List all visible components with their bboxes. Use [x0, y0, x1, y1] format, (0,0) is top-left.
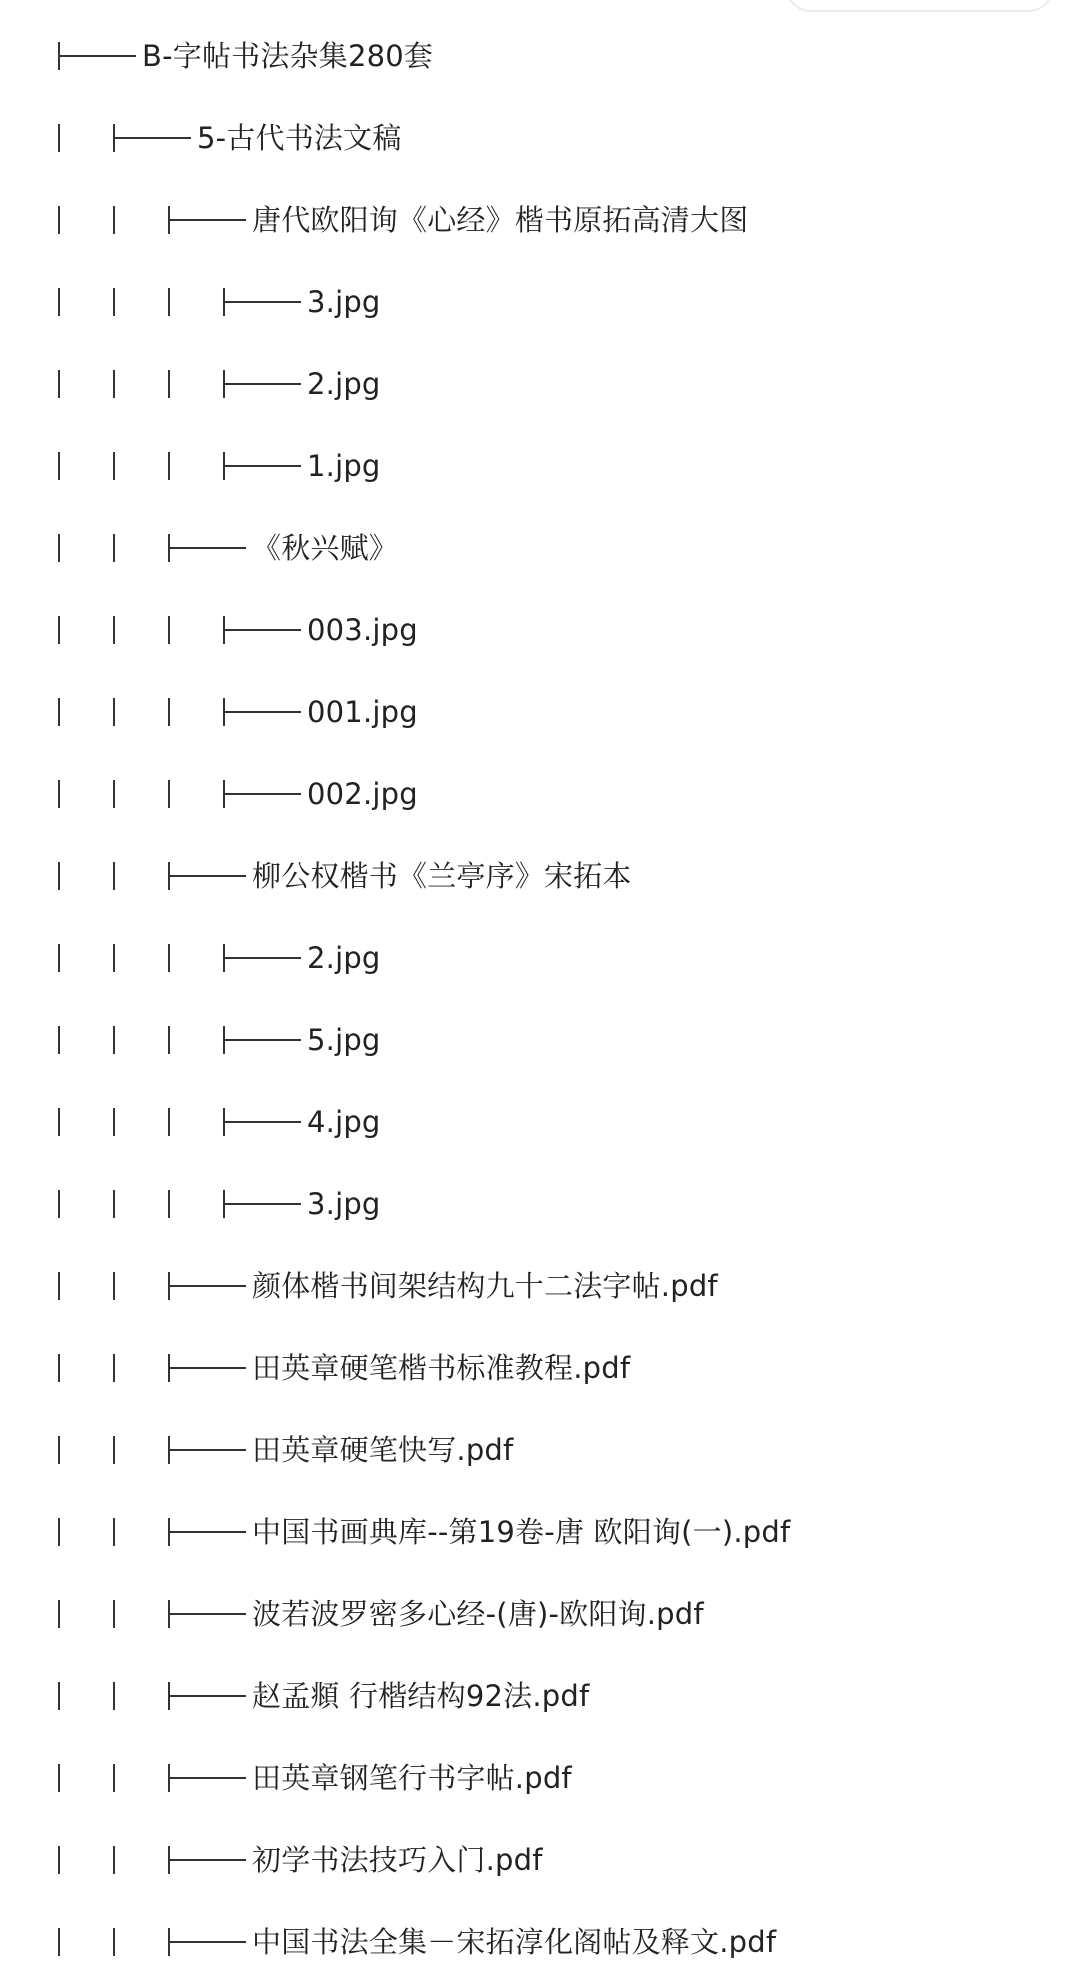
tree-branch-connector: [223, 780, 301, 808]
tree-row[interactable]: [0, 753, 1080, 835]
tree-guide-line: [113, 1354, 115, 1382]
tree-file-label[interactable]: 3.jpg: [307, 285, 381, 319]
tree-guide-line: [168, 1190, 170, 1218]
tree-guide-line: [168, 1108, 170, 1136]
tree-guide-line: [113, 452, 115, 480]
tree-guide-line: [113, 1190, 115, 1218]
tree-guide-line: [58, 288, 60, 316]
tree-guide-line: [58, 452, 60, 480]
tree-guide-line: [113, 862, 115, 890]
tree-guide-line: [168, 698, 170, 726]
tree-guide-line: [58, 1600, 60, 1628]
tree-branch-connector: [223, 944, 301, 972]
tree-file-label[interactable]: 002.jpg: [307, 777, 418, 811]
tree-file-label[interactable]: 3.jpg: [307, 1187, 381, 1221]
tree-guide-line: [58, 1764, 60, 1792]
tree-branch-connector: [113, 124, 191, 152]
tree-branch-connector: [223, 1190, 301, 1218]
tree-branch-connector: [223, 288, 301, 316]
tree-row[interactable]: [0, 1327, 1080, 1409]
tree-guide-line: [168, 616, 170, 644]
tree-guide-line: [113, 1026, 115, 1054]
tree-item-label[interactable]: 唐代欧阳询《心经》楷书原拓高清大图: [252, 203, 749, 237]
tree-guide-line: [58, 616, 60, 644]
tree-branch-connector: [168, 1682, 246, 1710]
tree-guide-line: [168, 452, 170, 480]
tree-branch-connector: [168, 534, 246, 562]
tree-row[interactable]: [0, 1245, 1080, 1327]
tree-file-label[interactable]: 5.jpg: [307, 1023, 381, 1057]
tree-row[interactable]: [0, 589, 1080, 671]
tree-branch-connector: [223, 698, 301, 726]
tree-guide-line: [58, 1682, 60, 1710]
tree-item-label[interactable]: 柳公权楷书《兰亭序》宋拓本: [252, 859, 632, 893]
tree-guide-line: [113, 1108, 115, 1136]
tree-row[interactable]: [0, 1573, 1080, 1655]
tree-file-label[interactable]: 4.jpg: [307, 1105, 381, 1139]
tree-branch-connector: [223, 1108, 301, 1136]
tree-guide-line: [168, 1026, 170, 1054]
tree-row[interactable]: [0, 1737, 1080, 1819]
tree-row[interactable]: [0, 917, 1080, 999]
tree-guide-line: [58, 1518, 60, 1546]
tree-branch-connector: [223, 616, 301, 644]
tree-guide-line: [58, 698, 60, 726]
tree-branch-connector: [168, 206, 246, 234]
tree-guide-line: [113, 1436, 115, 1464]
tree-item-label[interactable]: 《秋兴赋》: [252, 531, 399, 565]
tree-guide-line: [113, 534, 115, 562]
tree-branch-connector: [168, 1272, 246, 1300]
tree-row[interactable]: [0, 15, 1080, 97]
tree-guide-line: [58, 124, 60, 152]
tree-row[interactable]: [0, 1081, 1080, 1163]
tree-file-label[interactable]: 003.jpg: [307, 613, 418, 647]
tree-item-label[interactable]: 初学书法技巧入门.pdf: [252, 1843, 543, 1877]
tree-guide-line: [113, 1518, 115, 1546]
tree-branch-connector: [168, 862, 246, 890]
tree-guide-line: [113, 616, 115, 644]
tree-row[interactable]: [0, 1409, 1080, 1491]
tree-guide-line: [113, 1764, 115, 1792]
tree-branch-connector: [58, 42, 136, 70]
tree-row[interactable]: [0, 835, 1080, 917]
tree-item-label[interactable]: 赵孟頫 行楷结构92法.pdf: [252, 1679, 590, 1713]
tree-guide-line: [58, 1272, 60, 1300]
tree-branch-connector: [168, 1354, 246, 1382]
tree-row[interactable]: [0, 1491, 1080, 1573]
tree-item-label[interactable]: 波若波罗密多心经-(唐)-欧阳询.pdf: [252, 1597, 704, 1631]
tree-row[interactable]: [0, 179, 1080, 261]
tree-guide-line: [168, 780, 170, 808]
tree-guide-line: [58, 1928, 60, 1956]
tree-row[interactable]: [0, 1163, 1080, 1245]
tree-guide-line: [168, 370, 170, 398]
tree-item-label[interactable]: B-字帖书法杂集280套: [142, 39, 434, 73]
tree-file-label[interactable]: 2.jpg: [307, 367, 381, 401]
tree-guide-line: [58, 1108, 60, 1136]
tree-row[interactable]: [0, 1901, 1080, 1983]
tree-row[interactable]: [0, 507, 1080, 589]
tree-row[interactable]: [0, 1655, 1080, 1737]
tree-row[interactable]: [0, 97, 1080, 179]
tree-item-label[interactable]: 田英章硬笔楷书标准教程.pdf: [252, 1351, 631, 1385]
tree-branch-connector: [223, 452, 301, 480]
tree-row[interactable]: [0, 261, 1080, 343]
tree-file-label[interactable]: 001.jpg: [307, 695, 418, 729]
tree-guide-line: [58, 1436, 60, 1464]
tree-guide-line: [113, 780, 115, 808]
tree-item-label[interactable]: 颜体楷书间架结构九十二法字帖.pdf: [252, 1269, 718, 1303]
tree-guide-line: [113, 288, 115, 316]
tree-branch-connector: [168, 1764, 246, 1792]
tree-guide-line: [58, 206, 60, 234]
tree-guide-line: [168, 288, 170, 316]
tree-row[interactable]: [0, 343, 1080, 425]
tree-branch-connector: [168, 1928, 246, 1956]
tree-guide-line: [113, 1600, 115, 1628]
tree-guide-line: [58, 944, 60, 972]
tree-file-label[interactable]: 1.jpg: [307, 449, 381, 483]
tree-branch-connector: [168, 1846, 246, 1874]
tree-guide-line: [113, 698, 115, 726]
tree-row[interactable]: [0, 425, 1080, 507]
tree-guide-line: [113, 1682, 115, 1710]
tree-branch-connector: [168, 1518, 246, 1546]
tree-guide-line: [58, 1354, 60, 1382]
tree-branch-connector: [168, 1600, 246, 1628]
tree-item-label[interactable]: 中国书画典库--第19卷-唐 欧阳询(一).pdf: [252, 1515, 791, 1549]
tree-row[interactable]: [0, 1819, 1080, 1901]
tree-branch-connector: [168, 1436, 246, 1464]
tree-guide-line: [168, 944, 170, 972]
top-search-pill[interactable]: [785, 0, 1054, 12]
tree-guide-line: [58, 1026, 60, 1054]
tree-guide-line: [113, 1272, 115, 1300]
tree-guide-line: [58, 862, 60, 890]
tree-guide-line: [58, 370, 60, 398]
tree-branch-connector: [223, 370, 301, 398]
tree-guide-line: [113, 370, 115, 398]
tree-row[interactable]: [0, 999, 1080, 1081]
tree-item-label[interactable]: 田英章硬笔快写.pdf: [252, 1433, 514, 1467]
tree-item-label[interactable]: 田英章钢笔行书字帖.pdf: [252, 1761, 572, 1795]
tree-guide-line: [113, 206, 115, 234]
tree-guide-line: [58, 1846, 60, 1874]
tree-item-label[interactable]: 中国书法全集－宋拓淳化阁帖及释文.pdf: [252, 1925, 777, 1959]
tree-branch-connector: [223, 1026, 301, 1054]
tree-guide-line: [58, 1190, 60, 1218]
tree-item-label[interactable]: 5-古代书法文稿: [197, 121, 402, 155]
tree-guide-line: [58, 534, 60, 562]
tree-guide-line: [113, 944, 115, 972]
tree-guide-line: [113, 1846, 115, 1874]
tree-guide-line: [113, 1928, 115, 1956]
tree-row[interactable]: [0, 671, 1080, 753]
tree-file-label[interactable]: 2.jpg: [307, 941, 381, 975]
tree-guide-line: [58, 780, 60, 808]
